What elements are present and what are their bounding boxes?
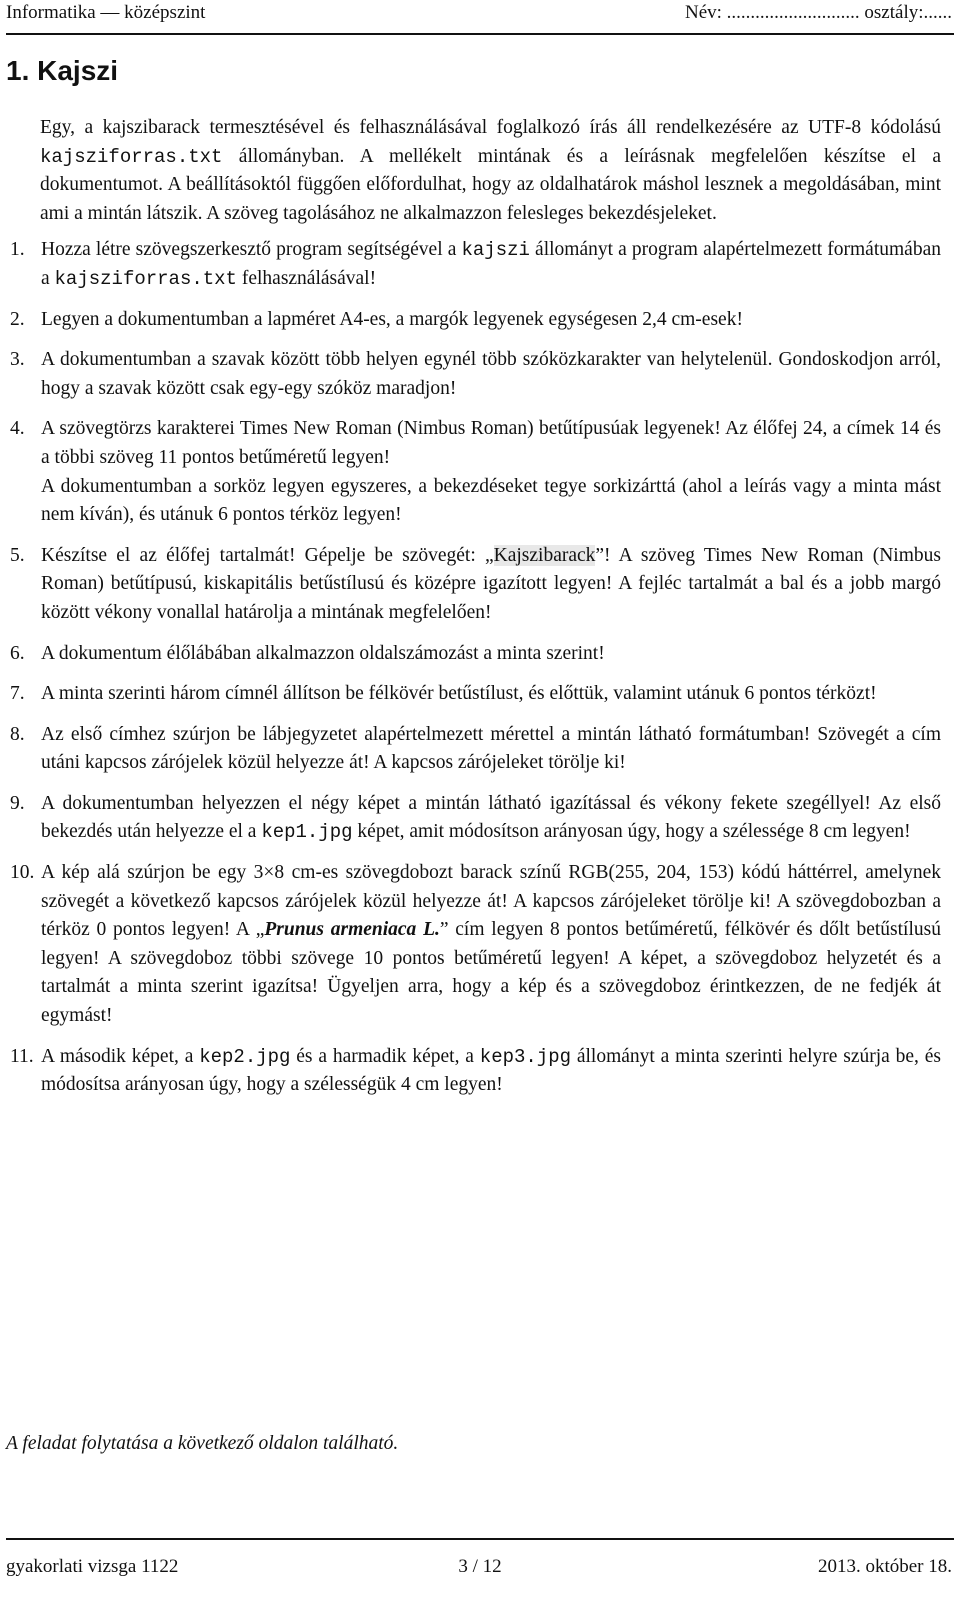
task-number: 1. [10,239,25,261]
page-header [6,0,954,40]
task-number: 4. [10,418,25,440]
task-item-10 [10,859,941,1031]
task-text: Az első címhez szúrjon be lábjegyzetet alapértelmezett mérettel a mintán látható formátumban! Szövegét a cím utáni kapcsos zárójelek közül helyezze át! A kapcsos zárójeleket törölje ki! [41,723,941,774]
task-body [10,114,941,1112]
task-text: Hozza létre szövegszerkesztő program segítségével a kajszi állományt a program alapértelmezett formátumában a kajsziforras.txt felhasználásával! [41,239,941,290]
task-number: 7. [10,683,25,705]
task-text: Legyen a dokumentumban a lapméret A4-es, a margók legyenek egységesen 2,4 cm-esek! [41,308,743,330]
footer-rule [6,1538,954,1540]
continue-note: A feladat folytatása a következő oldalon található. [6,1433,399,1454]
footer-exam-id: gyakorlati vizsga 1122 [6,1556,179,1577]
bold-italic-text: Prunus armeniaca L. [264,919,440,941]
task-item-3 [10,346,941,403]
header-subject: Informatika — középszint [6,2,206,23]
task-text: A kép alá szúrjon be egy 3×8 cm-es szövegdobozt barack színű RGB(255, 204, 153) kódú háttérrel, amelynek szövegét a következő kapcsos zárójelek közül helyezze át! A kapcsos zárójeleket törölje ki! A szövegdobozban a térköz 0 pontos legyen! A „Prunus armeniaca L.” cím legyen 8 pontos betűméretű, félkövér és dőlt betűstílusú legyen! A szövegdoboz többi szövege 10 pontos betűméretű legyen! A képet, a szövegdoboz helyzetét és a tartalmát a minta szerint igazítsa! Ügyeljen arra, hogy a kép és a szövegdoboz érintkezzen, de ne fedjék át egymást! [41,862,941,1027]
task-item-11 [10,1043,941,1100]
header-name-class-field: Név: ............................ osztály:...... [684,2,952,23]
task-text: Készítse el az élőfej tartalmát! Gépelje be szövegét: „Kajszibarack”! A szöveg Times New Roman (Nimbus Roman) betűtípusú, kiskapitális betűstílusú és középre igazított legyen! A fejléc tartalmát a bal és a jobb margó között vékony vonallal határolja a mintának megfelelően! [41,544,941,623]
task-text: A dokumentumban a szavak között több helyen egynél több szóközkarakter van helytelenül. Gondoskodjon arról, hogy a szavak között csak egy-egy szóköz maradjon! [41,349,941,399]
header-rule [6,33,954,35]
task-text: A dokumentumban a sorköz legyen egyszeres, a bekezdéseket tegye sorkizárttá (ahol a leírás vagy a minta mást nem kíván), és utánuk 6 pontos térköz legyen! [41,475,941,526]
task-item-7 [10,680,941,709]
footer-page-number: 3 / 12 [458,1556,502,1577]
page-footer [6,1538,954,1588]
task-item-6 [10,640,941,669]
task-number: 8. [10,723,25,745]
highlighted-text: Kajszibarack [493,544,596,566]
task-text: A szövegtörzs karakterei Times New Roman (Nimbus Roman) betűtípusúak legyenek! Az élőfej 24, a címek 14 és a többi szöveg 11 pontos betűméretű legyen! [41,418,941,468]
task-item-4 [10,415,941,529]
filename-code: kep3.jpg [479,1045,572,1068]
task-number: 3. [10,349,25,371]
task-number: 6. [10,642,25,664]
task-item-1 [10,236,941,293]
task-text: A dokumentum élőlábában alkalmazzon oldalszámozást a minta szerint! [41,642,605,664]
task-item-2 [10,306,941,335]
task-number: 11. [10,1045,34,1067]
task-item-5 [10,542,941,628]
task-title: 1. Kajszi [6,55,119,86]
task-text: A második képet, a kep2.jpg és a harmadik képet, a kep3.jpg állományt a minta szerinti helyre szúrja be, és módosítsa arányosan úgy, hogy a szélességük 4 cm legyen! [41,1045,942,1096]
filename-code: kajsziforras.txt [40,145,223,168]
footer-date: 2013. október 18. [817,1556,952,1577]
task-text: A minta szerinti három címnél állítson be félkövér betűstílust, és előttük, valamint utánuk 6 pontos térközt! [41,683,877,705]
task-text: A dokumentumban helyezzen el négy képet a mintán látható igazítással és vékony fekete szegéllyel! Az első bekezdés után helyezze el a kep1.jpg képet, amit módosítson arányosan úgy, hogy a szélessége 8 cm legyen! [41,792,941,844]
task-number: 9. [10,792,25,814]
filename-code: kep2.jpg [199,1045,291,1068]
task-item-8 [10,721,941,778]
filename-code: kajsziforras.txt [54,267,237,290]
filename-code: kep1.jpg [261,821,353,844]
intro-paragraph: Egy, a kajszibarack termesztésével és felhasználásával foglalkozó írás áll rendelkezésére az UTF-8 kódolású kajsziforras.txt állományban. A mellékelt mintának és a leírásnak megfelelően készítse el a dokumentumot. A beállításoktól függően előfordulhat, hogy az oldalhatárok máshol lesznek a megoldásában, mint ami a mintán látszik. A szöveg tagolásához ne alkalmazzon felesleges bekezdésjeleket. [40,117,941,224]
task-number: 5. [10,544,25,566]
task-number: 10. [10,862,35,884]
task-number: 2. [10,308,25,330]
filename-code: kajszi [461,239,530,262]
task-item-9 [10,790,941,847]
